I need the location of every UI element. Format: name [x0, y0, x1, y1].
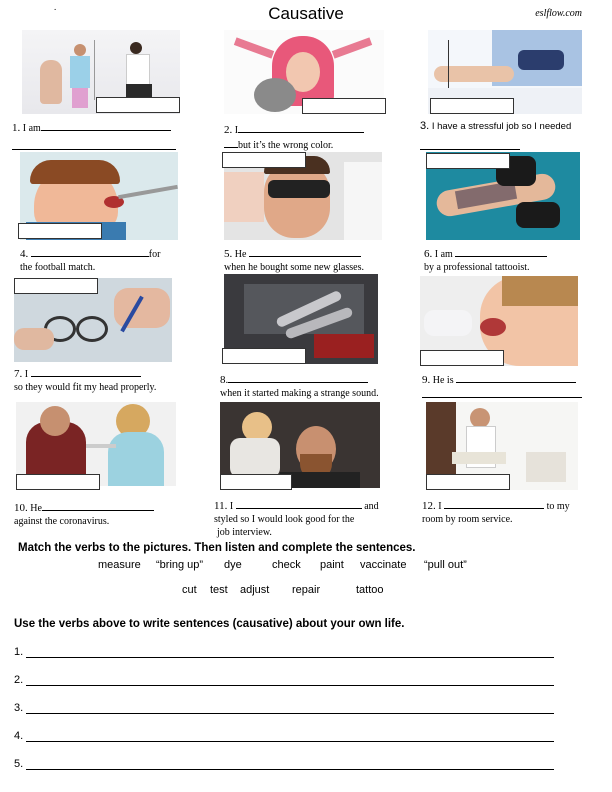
answer-blank-6[interactable] — [455, 246, 547, 257]
answer-box-3[interactable] — [430, 98, 514, 114]
answer-blank-2b[interactable] — [224, 137, 238, 148]
verb-adjust: adjust — [240, 584, 270, 596]
answer-box-11[interactable] — [220, 474, 292, 490]
answer-box-10[interactable] — [16, 474, 100, 490]
item-number: 4. — [20, 248, 29, 260]
answer-blank-11[interactable] — [236, 498, 362, 509]
item-number: 1. — [12, 122, 21, 134]
match-instructions: Match the verbs to the pictures. Then listen and complete the sentences. — [18, 542, 416, 554]
answer-blank-7[interactable] — [31, 366, 141, 377]
answer-box-4[interactable] — [18, 223, 102, 239]
verb-check: check — [272, 559, 301, 571]
verb-repair: repair — [292, 584, 321, 596]
own-life-instructions: Use the verbs above to write sentences (causative) about your own life. — [14, 618, 405, 630]
answer-box-6[interactable] — [426, 153, 510, 169]
answer-box-12[interactable] — [426, 474, 510, 490]
answer-box-9[interactable] — [420, 350, 504, 366]
answer-blank-8[interactable] — [228, 372, 368, 383]
sentence-5: 5. He when he bought some new glasses. — [224, 248, 364, 273]
answer-blank-12[interactable] — [444, 498, 544, 509]
writing-line-1[interactable] — [14, 646, 554, 660]
answer-blank-4[interactable] — [31, 246, 149, 257]
sentence-10: 10. He against the coronavirus. — [14, 500, 154, 528]
item-number: 10. — [14, 502, 28, 514]
answer-box-8[interactable] — [222, 348, 306, 364]
sentence-9: 9. He is — [422, 372, 582, 402]
page-title: Causative — [268, 4, 344, 23]
brand-logo: eslflow.com — [535, 8, 582, 19]
line-number: 3. — [14, 702, 24, 714]
writing-line-2[interactable] — [14, 674, 558, 688]
answer-blank-10[interactable] — [42, 500, 154, 511]
line-number: 1. — [14, 646, 24, 658]
verb-bring-up: “bring up” — [156, 559, 204, 571]
verb-measure: measure — [98, 559, 141, 571]
item-number: 5. — [224, 248, 233, 260]
line-number: 2. — [14, 674, 24, 686]
verb-paint: paint — [320, 559, 344, 571]
answer-blank-3[interactable] — [420, 139, 520, 150]
answer-box-2[interactable] — [302, 98, 386, 114]
verb-pull-out: “pull out” — [424, 559, 467, 571]
verb-tattoo: tattoo — [356, 584, 384, 596]
item-number: 8. — [220, 374, 229, 386]
sentence-3: 3. I have a stressful job so I needed — [420, 120, 571, 154]
verb-dye: dye — [224, 559, 242, 571]
item-number: 3. — [420, 120, 430, 132]
item-number: 11. — [214, 500, 228, 512]
item-number: 6. — [424, 248, 433, 260]
answer-blank-9b[interactable] — [422, 387, 582, 398]
verb-test: test — [210, 584, 228, 596]
line-number: 4. — [14, 730, 24, 742]
sentence-7: 7. I so they would fit my head properly. — [14, 368, 157, 393]
answer-blank-9[interactable] — [456, 372, 576, 383]
sentence-8: 8. when it started making a strange sound. — [220, 374, 379, 399]
answer-blank-1[interactable] — [41, 120, 171, 131]
item-number: 12. — [422, 500, 436, 512]
answer-box-5[interactable] — [222, 152, 306, 168]
writing-line-4[interactable] — [14, 730, 558, 744]
answer-blank-5[interactable] — [249, 246, 361, 257]
writing-line-3[interactable] — [14, 702, 558, 716]
answer-box-7[interactable] — [14, 278, 98, 294]
answer-blank-2[interactable] — [238, 122, 364, 133]
sentence-6: 6. I am by a professional tattooist. — [424, 246, 547, 274]
verb-cut: cut — [182, 584, 197, 596]
answer-box-1[interactable] — [96, 97, 180, 113]
item-number: 7. — [14, 368, 23, 380]
verb-vaccinate: vaccinate — [360, 559, 407, 571]
answer-blank-1b[interactable] — [12, 139, 176, 150]
item-number: 9. — [422, 374, 431, 386]
item-number: 2. — [224, 124, 233, 136]
sentence-4: 4. for the football match. — [20, 248, 161, 273]
writing-line-5[interactable] — [14, 758, 558, 772]
line-number: 5. — [14, 758, 24, 770]
sentence-11: 11. I and styled so I would look good for the job interview. — [214, 500, 379, 538]
sentence-12: 12. I to my room by room service. — [422, 500, 570, 525]
stray-dot: . — [54, 2, 57, 12]
sentence-1: 1. I am — [12, 120, 176, 154]
sentence-2: 2. I but it’s the wrong color. — [224, 122, 364, 152]
